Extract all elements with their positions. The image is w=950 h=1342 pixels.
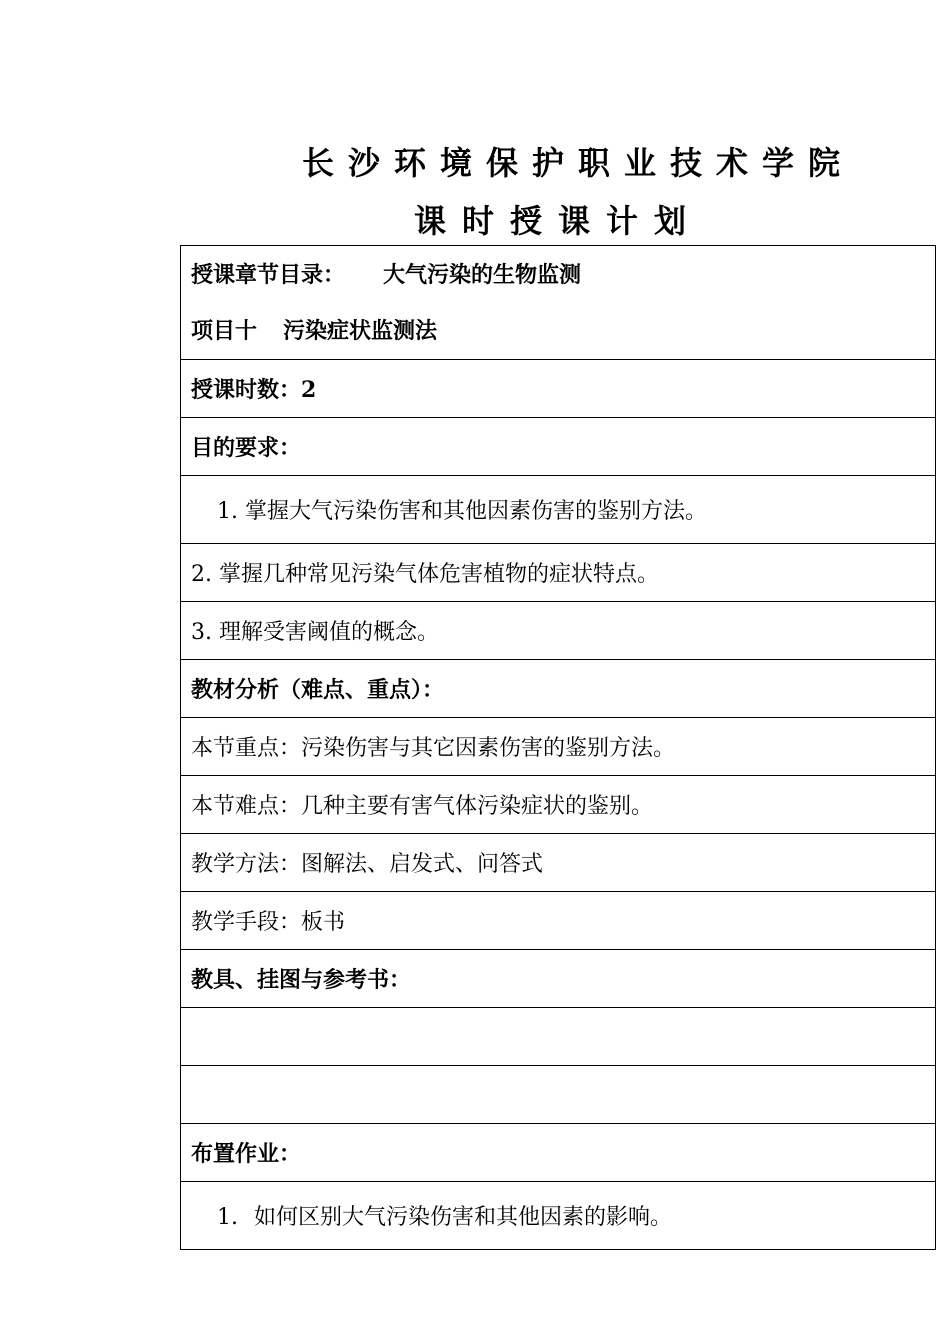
table-row [181, 602, 936, 660]
table-row [181, 1124, 936, 1182]
chapter-value: 大气污染的生物监测 [383, 261, 582, 288]
materials-empty-row [181, 1066, 936, 1124]
table-row [181, 544, 936, 602]
chapter-line [191, 261, 925, 289]
document-title: 课时授课计划 [413, 202, 702, 240]
materials-label: 教具、挂图与参考书： [181, 950, 936, 1008]
project-label: 项目十 [191, 317, 258, 344]
table-row [181, 950, 936, 1008]
chapter-cell [181, 246, 936, 360]
table-row [181, 718, 936, 776]
teaching-hours: 授课时数：2 [181, 360, 936, 418]
table-row [181, 360, 936, 418]
table-row [181, 1066, 936, 1124]
table-row [181, 660, 936, 718]
lesson-plan-table [180, 245, 936, 1250]
teaching-method: 教学方法：图解法、启发式、问答式 [181, 834, 936, 892]
project-value: 污染症状监测法 [283, 317, 438, 344]
objective-item: 3. 理解受害阈值的概念。 [181, 602, 936, 660]
homework-label: 布置作业： [181, 1124, 936, 1182]
table-row [181, 476, 936, 544]
table-row [181, 418, 936, 476]
key-point: 本节重点：污染伤害与其它因素伤害的鉴别方法。 [181, 718, 936, 776]
objectives-label: 目的要求： [181, 418, 936, 476]
teaching-means: 教学手段：板书 [181, 892, 936, 950]
homework-text: 如何区别大气污染伤害和其他因素的影响。 [254, 1205, 673, 1230]
table-row [181, 1182, 936, 1250]
chapter-label: 授课章节目录： [191, 261, 346, 288]
project-line [191, 317, 925, 345]
analysis-label: 教材分析（难点、重点）： [181, 660, 936, 718]
table-row [181, 1008, 936, 1066]
table-row [181, 246, 936, 360]
materials-empty-row [181, 1008, 936, 1066]
table-row [181, 776, 936, 834]
homework-number: 1. [217, 1205, 238, 1230]
objective-item: 2. 掌握几种常见污染气体危害植物的症状特点。 [181, 544, 936, 602]
homework-item [181, 1182, 936, 1250]
table-row [181, 834, 936, 892]
objective-item: 1. 掌握大气污染伤害和其他因素伤害的鉴别方法。 [181, 476, 936, 544]
institution-name: 长沙环境保护职业技术学院 [301, 144, 854, 182]
difficult-point: 本节难点：几种主要有害气体污染症状的鉴别。 [181, 776, 936, 834]
table-row [181, 892, 936, 950]
